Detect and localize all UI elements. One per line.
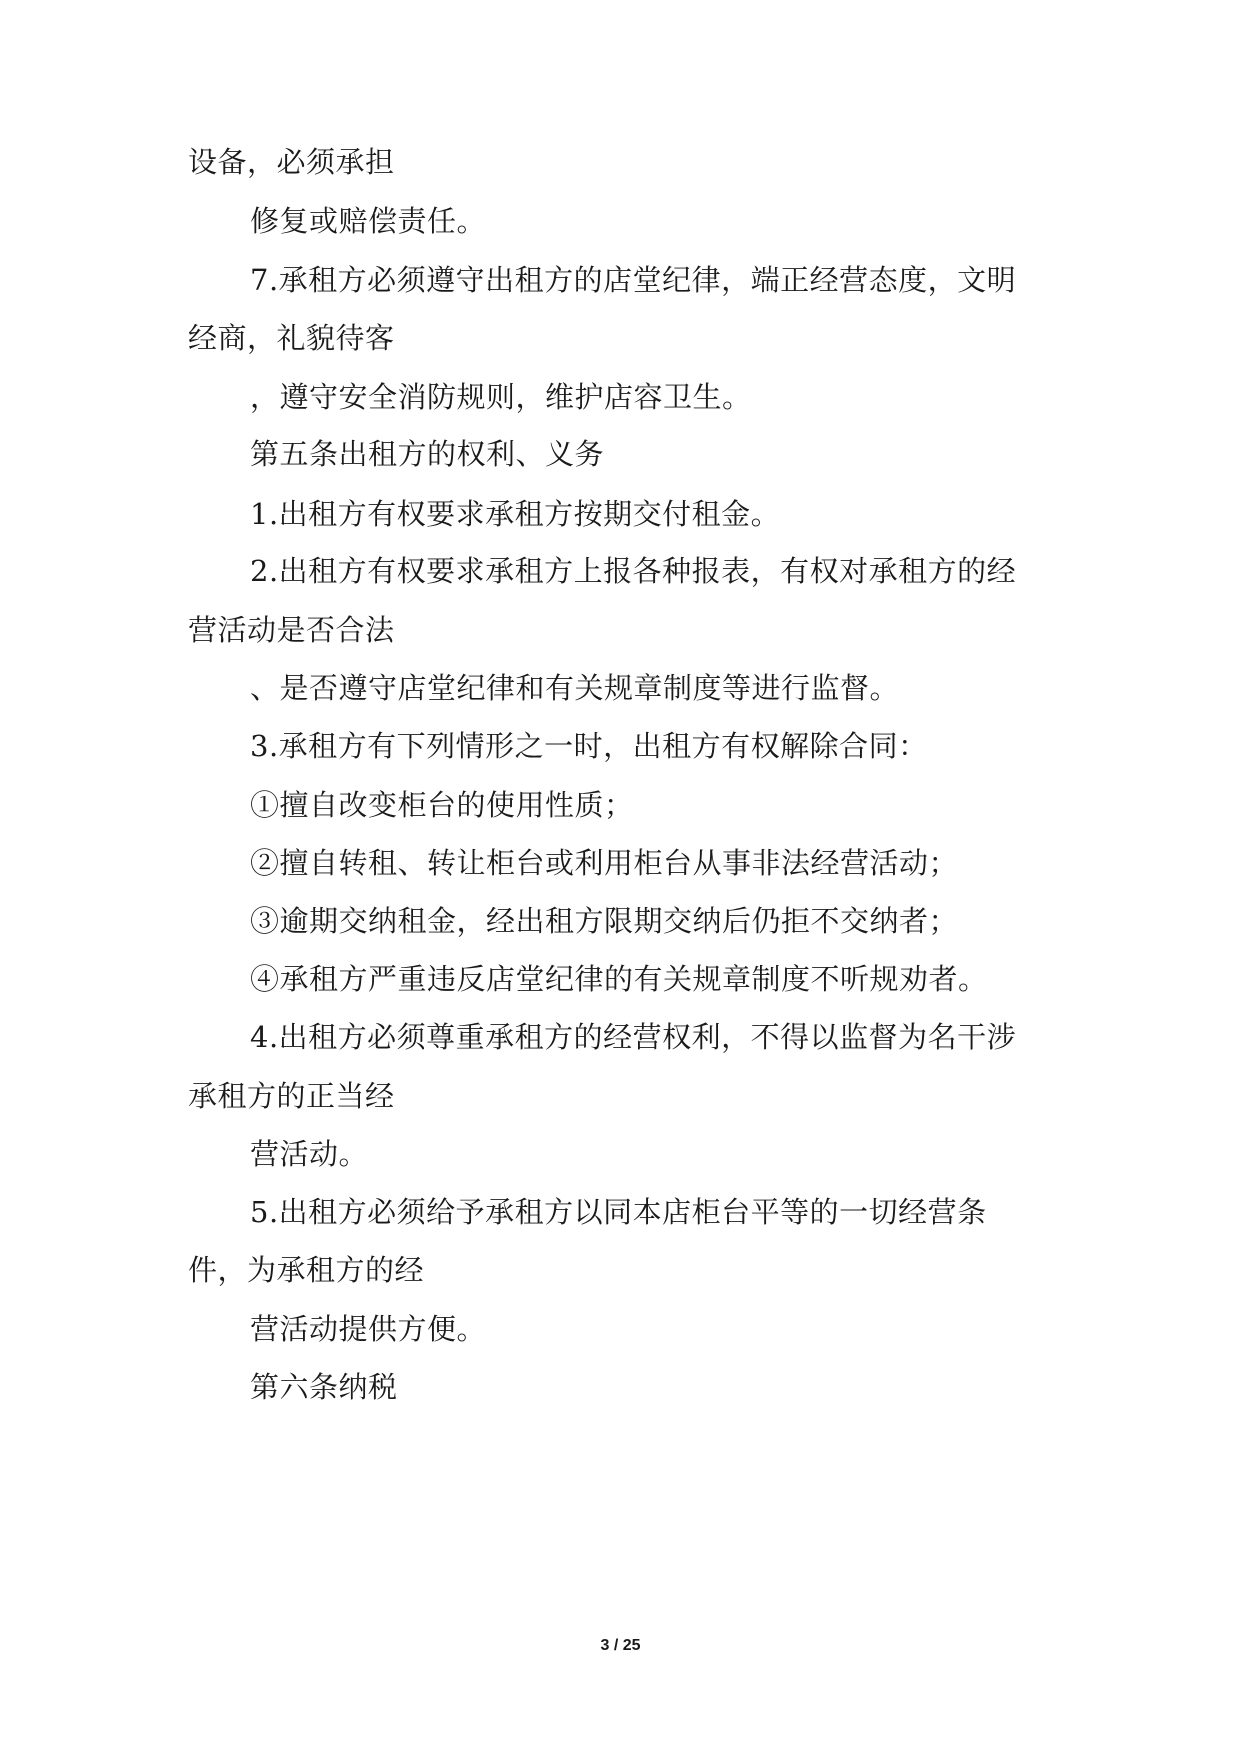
text-line: 3.承租方有下列情形之一时，出租方有权解除合同：	[250, 729, 928, 763]
list-item: ④承租方严重违反店堂纪律的有关规章制度不听规劝者。	[250, 962, 988, 996]
text-line: 件，为承租方的经	[188, 1253, 425, 1287]
text-line: 承租方的正当经	[188, 1079, 395, 1113]
text-line: 2.出租方有权要求承租方上报各种报表，有权对承租方的经	[250, 554, 1017, 588]
list-item: ②擅自转租、转让柜台或利用柜台从事非法经营活动；	[250, 846, 959, 880]
text-line: 4.出租方必须尊重承租方的经营权利，不得以监督为名干涉	[250, 1020, 1017, 1054]
text-line: 5.出租方必须给予承租方以同本店柜台平等的一切经营条	[250, 1195, 987, 1229]
list-item: ③逾期交纳租金，经出租方限期交纳后仍拒不交纳者；	[250, 904, 959, 938]
list-item: ①擅自改变柜台的使用性质；	[250, 788, 634, 822]
text-line: 营活动是否合法	[188, 613, 395, 647]
text-line: 营活动提供方便。	[250, 1312, 487, 1346]
text-line: ，遵守安全消防规则，维护店容卫生。	[250, 380, 752, 414]
text-line: 设备，必须承担	[188, 145, 395, 179]
text-line: 7.承租方必须遵守出租方的店堂纪律，端正经营态度，文明	[250, 263, 1017, 297]
section-heading: 第六条纳税	[250, 1370, 398, 1404]
text-line: 经商，礼貌待客	[188, 321, 395, 355]
text-line: 修复或赔偿责任。	[250, 204, 487, 238]
text-line: 、是否遵守店堂纪律和有关规章制度等进行监督。	[250, 671, 900, 705]
page-number: 3 / 25	[600, 1637, 641, 1654]
section-heading: 第五条出租方的权利、义务	[250, 437, 605, 471]
text-line: 1.出租方有权要求承租方按期交付租金。	[250, 497, 781, 531]
text-line: 营活动。	[250, 1137, 369, 1171]
